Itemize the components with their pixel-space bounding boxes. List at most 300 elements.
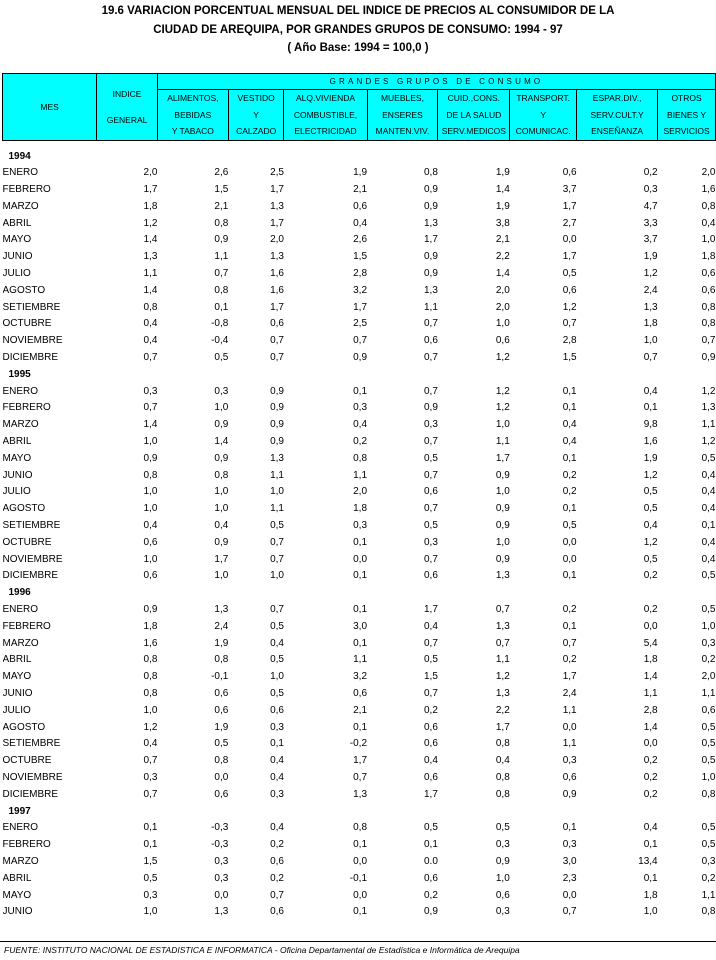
value-cell: 4,7	[643, 200, 658, 212]
value-cell: 0,5	[701, 822, 716, 834]
value-cell: 0,4	[270, 771, 284, 783]
value-cell: 2,1	[353, 184, 368, 196]
value-cell: 0,9	[495, 520, 510, 532]
value-cell: 0,6	[143, 536, 158, 548]
value-cell: 0,5	[701, 839, 716, 851]
value-cell: 3,2	[353, 284, 368, 296]
value-cell: 0,4	[643, 385, 658, 397]
value-cell: 0,4	[423, 620, 438, 632]
value-cell: 2,0	[353, 486, 368, 498]
value-cell: 0,8	[143, 671, 158, 683]
month-cell: JULIO	[2, 486, 31, 498]
value-cell: 0,4	[143, 738, 158, 750]
year-label: 1997	[8, 805, 31, 817]
value-cell: 1,3	[270, 251, 284, 263]
document-title	[0, 2, 716, 58]
value-cell: 0,6	[701, 704, 716, 716]
value-cell: 1,1	[143, 268, 158, 280]
value-cell: 2,5	[353, 318, 368, 330]
value-cell: 5,4	[643, 637, 658, 649]
value-cell: 0,0	[214, 771, 229, 783]
value-cell: 0,2	[423, 704, 438, 716]
value-cell: 0,7	[270, 889, 284, 901]
year-row	[3, 804, 716, 821]
value-cell: 0,5	[701, 604, 716, 616]
value-cell: 1,3	[643, 301, 658, 313]
value-cell: 0,1	[353, 637, 368, 649]
value-cell: 0,4	[701, 217, 716, 229]
header-column-line: Y	[540, 109, 547, 120]
value-cell: 0,5	[423, 654, 438, 666]
header-column-line: VESTIDO	[237, 93, 275, 103]
value-cell: 0,6	[270, 318, 284, 330]
value-cell: 1,2	[701, 436, 716, 448]
value-cell: 0,9	[423, 268, 438, 280]
value-cell: 0,6	[270, 704, 284, 716]
header-indice-line2: GENERAL	[106, 114, 148, 125]
table-row	[3, 518, 716, 535]
value-cell: 0,5	[562, 268, 577, 280]
value-cell: 1,8	[643, 318, 658, 330]
value-cell: 0,3	[214, 385, 229, 397]
value-cell: 0,5	[270, 688, 284, 699]
value-cell: 0,7	[143, 402, 158, 414]
value-cell: 0,1	[143, 822, 158, 834]
value-cell: 0,2	[643, 570, 658, 582]
value-cell: 1,0	[495, 486, 510, 498]
value-cell: 1,0	[143, 503, 158, 515]
value-cell: 1,3	[701, 402, 716, 414]
value-cell: 0,7	[270, 352, 284, 364]
header-column-line: MANTEN.VIV.	[375, 126, 430, 136]
value-cell: 1,0	[643, 335, 658, 347]
value-cell: 1,7	[562, 671, 577, 683]
value-cell: 0,6	[143, 570, 158, 582]
value-cell: 1,3	[495, 620, 510, 632]
value-cell: 1,0	[495, 318, 510, 330]
header-column-line: DE LA SALUD	[446, 109, 502, 120]
value-cell: 0,1	[562, 822, 577, 834]
table-row	[3, 484, 716, 501]
value-cell: 2,2	[495, 704, 510, 716]
year-label: 1996	[8, 587, 31, 599]
month-cell: ABRIL	[2, 217, 32, 229]
table-row	[3, 686, 716, 703]
value-cell: 0,1	[562, 385, 577, 397]
value-cell: 0,7	[423, 352, 438, 364]
value-cell: 1,1	[643, 688, 658, 699]
value-cell: 0,2	[562, 469, 577, 481]
table-row	[3, 232, 716, 249]
value-cell: 0,7	[270, 335, 284, 347]
value-cell: 0,9	[495, 503, 510, 515]
value-cell: 0,0	[562, 553, 577, 565]
table-row	[3, 283, 716, 300]
value-cell: 0,5	[423, 822, 438, 834]
value-cell: 0,1	[353, 385, 368, 397]
value-cell: 2,6	[214, 167, 229, 179]
value-cell: 0,1	[353, 721, 368, 733]
header-column-line: OTROS	[671, 93, 702, 103]
value-cell: 0,8	[701, 788, 716, 800]
value-cell: 1,2	[495, 352, 510, 364]
value-cell: 0,4	[701, 536, 716, 548]
header-mes-label: MES	[40, 101, 59, 112]
header-column-line: Y	[253, 109, 259, 120]
value-cell: 1,4	[495, 268, 510, 280]
value-cell: 0,7	[423, 436, 438, 448]
value-cell: 0,7	[423, 385, 438, 397]
table-row	[3, 787, 716, 804]
value-cell: 1,7	[562, 251, 577, 263]
value-cell: 0,5	[701, 452, 716, 464]
table-row	[3, 871, 716, 888]
value-cell: 0,3	[701, 637, 716, 649]
value-cell: 1,0	[143, 553, 158, 565]
value-cell: 1,7	[353, 301, 368, 313]
value-cell: 0,1	[270, 738, 284, 750]
spacer-row	[3, 140, 716, 149]
value-cell: 1,2	[701, 385, 716, 397]
value-cell: 3,0	[562, 855, 577, 867]
value-cell: 1,3	[495, 688, 510, 699]
value-cell: 0,3	[214, 872, 229, 884]
value-cell: 1,4	[143, 284, 158, 296]
month-cell: DICIEMBRE	[2, 788, 59, 800]
value-cell: 0,3	[270, 721, 284, 733]
value-cell: 1,1	[495, 654, 510, 666]
value-cell: 1,2	[143, 721, 158, 733]
value-cell: 0,8	[701, 318, 716, 330]
value-cell: 0,9	[143, 604, 158, 616]
header-column-line: ELECTRICIDAD	[294, 126, 357, 136]
value-cell: 3,8	[495, 217, 510, 229]
value-cell: 0,5	[701, 755, 716, 767]
ipc-table	[2, 73, 716, 921]
value-cell: 0,1	[214, 301, 229, 313]
value-cell: 1,7	[270, 184, 284, 196]
value-cell: 1,0	[143, 436, 158, 448]
table-row	[3, 820, 716, 837]
value-cell: 0,4	[643, 520, 658, 532]
header-column-7	[577, 90, 658, 141]
value-cell: 2,8	[643, 704, 658, 716]
value-cell: 1,9	[643, 251, 658, 263]
value-cell: 1,7	[270, 301, 284, 313]
value-cell: 0,2	[353, 436, 368, 448]
title-line-1: 19.6 VARIACION PORCENTUAL MENSUAL DEL INDICE DE PRECIOS AL CONSUMIDOR DE LA	[101, 5, 615, 17]
title-line-3: ( Año Base: 1994 = 100,0 )	[287, 42, 429, 54]
month-cell: MAYO	[2, 671, 32, 683]
value-cell: 0,4	[270, 637, 284, 649]
value-cell: 0,9	[270, 419, 284, 431]
month-cell: ENERO	[2, 385, 39, 397]
value-cell: 0,0	[353, 855, 368, 867]
month-cell: DICIEMBRE	[2, 570, 59, 582]
value-cell: 0,1	[643, 402, 658, 414]
value-cell: 0,5	[562, 520, 577, 532]
value-cell: 0,1	[353, 839, 368, 851]
value-cell: 3,2	[353, 671, 368, 683]
month-cell: FEBRERO	[2, 184, 51, 196]
header-column-4	[367, 90, 438, 141]
value-cell: 1,0	[270, 570, 284, 582]
value-cell: 0,1	[701, 520, 716, 532]
value-cell: 1,1	[701, 889, 716, 901]
value-cell: 0,3	[143, 385, 158, 397]
value-cell: 2,1	[353, 704, 368, 716]
value-cell: 2,7	[562, 217, 577, 229]
value-cell: 0,3	[562, 755, 577, 767]
value-cell: 1,1	[353, 469, 368, 481]
value-cell: 1,7	[423, 788, 438, 800]
month-cell: ENERO	[2, 167, 39, 179]
value-cell: 1,3	[270, 200, 284, 212]
table-row	[3, 249, 716, 266]
value-cell: 0,2	[562, 654, 577, 666]
value-cell: 0,1	[143, 839, 158, 851]
value-cell: 1,6	[643, 436, 658, 448]
footer-rule	[0, 941, 716, 942]
value-cell: 0,0	[643, 738, 658, 750]
value-cell: 0,7	[495, 604, 510, 616]
value-cell: 0,3	[353, 402, 368, 414]
value-cell: 0,1	[643, 839, 658, 851]
value-cell: 0,6	[495, 889, 510, 901]
month-cell: ENERO	[2, 604, 39, 616]
value-cell: 1,0	[214, 503, 229, 515]
month-cell: MAYO	[2, 234, 32, 246]
header-column-5	[438, 90, 510, 141]
table-row	[3, 888, 716, 905]
value-cell: 3,3	[643, 217, 658, 229]
value-cell: 0,9	[495, 469, 510, 481]
value-cell: 0,5	[701, 721, 716, 733]
value-cell: 0,8	[353, 452, 368, 464]
value-cell: 0,4	[495, 755, 510, 767]
value-cell: 0,3	[214, 855, 229, 867]
value-cell: 1,8	[701, 251, 716, 263]
year-row	[3, 149, 716, 166]
month-cell: NOVIEMBRE	[2, 553, 63, 565]
value-cell: 1,0	[143, 704, 158, 716]
value-cell: 0,0	[562, 721, 577, 733]
month-cell: MAYO	[2, 889, 32, 901]
value-cell: 1,6	[270, 268, 284, 280]
value-cell: 0,3	[495, 906, 510, 918]
value-cell: 3,7	[643, 234, 658, 246]
value-cell: 1,0	[214, 570, 229, 582]
header-grandes-grupos: GRANDES GRUPOS DE CONSUMO	[157, 74, 715, 90]
value-cell: 0,5	[214, 738, 229, 750]
value-cell: 2,5	[270, 167, 284, 179]
value-cell: 1,0	[643, 906, 658, 918]
month-cell: JUNIO	[2, 688, 33, 699]
value-cell: 1,4	[643, 721, 658, 733]
value-cell: 0,9	[270, 402, 284, 414]
header-column-line: COMUNICAC.	[515, 126, 571, 136]
value-cell: 0,1	[353, 570, 368, 582]
value-cell: 1,7	[214, 553, 229, 565]
value-cell: 1,0	[701, 234, 716, 246]
header-column-line: SERVICIOS	[663, 126, 710, 136]
value-cell: 0,7	[643, 352, 658, 364]
table-row	[3, 854, 716, 871]
value-cell: 1,1	[562, 738, 577, 750]
value-cell: 0,9	[423, 402, 438, 414]
value-cell: 0,6	[701, 284, 716, 296]
value-cell: 1,7	[423, 234, 438, 246]
value-cell: 1,4	[643, 671, 658, 683]
value-cell: 0,3	[353, 520, 368, 532]
value-cell: 0,9	[214, 419, 229, 431]
month-cell: SETIEMBRE	[2, 520, 61, 532]
value-cell: 0,4	[143, 520, 158, 532]
value-cell: 1,2	[143, 217, 158, 229]
header-column-line: ESPAR.DIV.,	[592, 93, 642, 103]
table-row	[3, 434, 716, 451]
value-cell: 2,3	[562, 872, 577, 884]
value-cell: 0,6	[495, 335, 510, 347]
value-cell: 1,2	[643, 268, 658, 280]
header-column-2	[228, 90, 284, 141]
value-cell: 1,1	[353, 654, 368, 666]
header-column-line: MUEBLES,	[380, 93, 424, 103]
value-cell: -0,4	[211, 335, 229, 347]
table-body	[3, 140, 716, 921]
value-cell: 0,4	[270, 755, 284, 767]
value-cell: 2,0	[495, 301, 510, 313]
value-cell: 1,2	[495, 671, 510, 683]
table-row	[3, 451, 716, 468]
header-column-line: CALZADO	[236, 126, 277, 136]
header-mes	[3, 74, 97, 141]
value-cell: 0,7	[143, 352, 158, 364]
value-cell: 0,2	[562, 604, 577, 616]
value-cell: 1,1	[495, 436, 510, 448]
header-column-8	[658, 90, 716, 141]
value-cell: 0,4	[701, 553, 716, 565]
header-column-line: ALIMENTOS,	[167, 93, 219, 103]
value-cell: 1,2	[495, 402, 510, 414]
value-cell: 1,1	[423, 301, 438, 313]
value-cell: 0,2	[701, 654, 716, 666]
value-cell: 0,2	[423, 889, 438, 901]
value-cell: 0,8	[353, 822, 368, 834]
value-cell: 0,3	[423, 419, 438, 431]
header-column-6	[510, 90, 577, 141]
value-cell: 1,0	[701, 620, 716, 632]
value-cell: 2,0	[495, 284, 510, 296]
value-cell: 0,8	[143, 469, 158, 481]
value-cell: 0,6	[353, 688, 368, 699]
value-cell: 0,2	[562, 486, 577, 498]
value-cell: 0,9	[353, 352, 368, 364]
value-cell: 0,1	[353, 536, 368, 548]
value-cell: 0,6	[423, 872, 438, 884]
value-cell: 0,4	[643, 822, 658, 834]
value-cell: 1,5	[562, 352, 577, 364]
value-cell: 0,4	[270, 822, 284, 834]
value-cell: 0,8	[143, 301, 158, 313]
value-cell: 0,2	[643, 604, 658, 616]
value-cell: 0,7	[270, 536, 284, 548]
value-cell: 0,7	[562, 637, 577, 649]
value-cell: 1,6	[701, 184, 716, 196]
month-cell: ENERO	[2, 822, 39, 834]
value-cell: 2,4	[562, 688, 577, 699]
value-cell: 0,6	[270, 855, 284, 867]
value-cell: -0,1	[349, 872, 368, 884]
value-cell: 1,3	[495, 570, 510, 582]
value-cell: 2,4	[214, 620, 229, 632]
value-cell: 1,7	[423, 604, 438, 616]
value-cell: 0,6	[270, 906, 284, 918]
value-cell: 0,8	[495, 738, 510, 750]
month-cell: FEBRERO	[2, 839, 51, 851]
value-cell: 2,8	[353, 268, 368, 280]
value-cell: 0,1	[562, 570, 577, 582]
source-footer: FUENTE: INSTITUTO NACIONAL DE ESTADISTICA E INFORMATICA - Oficina Departamental de Estadística e Informática de Arequipa	[4, 945, 520, 955]
value-cell: 1,0	[143, 486, 158, 498]
value-cell: 0,9	[270, 436, 284, 448]
value-cell: 0,2	[643, 771, 658, 783]
value-cell: 0,7	[423, 503, 438, 515]
value-cell: 1,0	[143, 906, 158, 918]
value-cell: 1,7	[495, 452, 510, 464]
month-cell: SETIEMBRE	[2, 301, 61, 313]
value-cell: 0,1	[562, 620, 577, 632]
value-cell: 0,6	[423, 771, 438, 783]
value-cell: 0,3	[701, 855, 716, 867]
month-cell: JUNIO	[2, 469, 33, 481]
value-cell: 0,9	[562, 788, 577, 800]
value-cell: 0,8	[214, 654, 229, 666]
value-cell: 0,0	[562, 234, 577, 246]
table-row	[3, 904, 716, 921]
value-cell: 0,7	[353, 335, 368, 347]
value-cell: 0,8	[214, 469, 229, 481]
month-cell: NOVIEMBRE	[2, 771, 63, 783]
value-cell: 0,6	[214, 788, 229, 800]
value-cell: 1,6	[143, 637, 158, 649]
value-cell: 0,9	[214, 452, 229, 464]
table-row	[3, 182, 716, 199]
value-cell: -0,3	[211, 839, 229, 851]
value-cell: 0,7	[562, 318, 577, 330]
month-cell: DICIEMBRE	[2, 352, 59, 364]
year-row	[3, 367, 716, 384]
header-column-line: ENSEÑANZA	[591, 126, 644, 136]
value-cell: 0,1	[353, 604, 368, 616]
month-cell: MARZO	[2, 637, 39, 649]
value-cell: 1,3	[423, 217, 438, 229]
value-cell: 0,4	[701, 469, 716, 481]
month-cell: MAYO	[2, 452, 32, 464]
value-cell: 0,7	[270, 553, 284, 565]
table-row	[3, 669, 716, 686]
table-row	[3, 350, 716, 367]
table-row	[3, 266, 716, 283]
value-cell: 1,7	[143, 184, 158, 196]
value-cell: 0,7	[701, 335, 716, 347]
value-cell: 0,7	[423, 637, 438, 649]
value-cell: 0,5	[143, 872, 158, 884]
value-cell: 2,8	[562, 335, 577, 347]
value-cell: 2,0	[143, 167, 158, 179]
value-cell: 2,4	[643, 284, 658, 296]
value-cell: 0,9	[423, 251, 438, 263]
